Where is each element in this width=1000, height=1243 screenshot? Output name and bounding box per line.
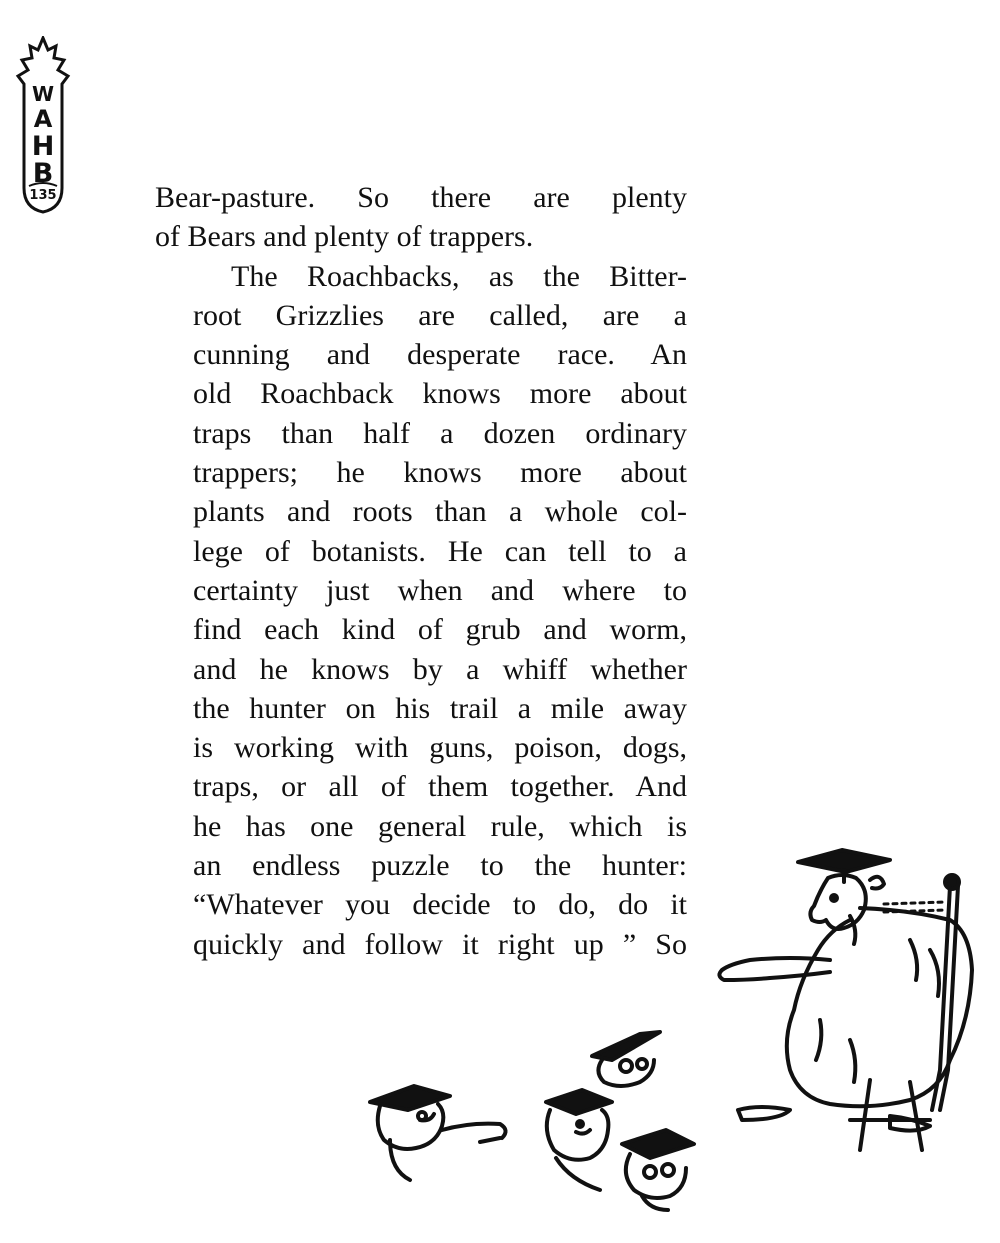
paragraph-1 (155, 178, 687, 257)
text-line: certainty just when and where to (193, 573, 687, 607)
text-line: an endless puzzle to the hunter: (193, 849, 687, 883)
text-line: he has one general rule, which is (193, 809, 687, 843)
text-line: cunning and desperate race. An (193, 338, 687, 372)
badge-letter-a: A (33, 105, 53, 133)
text-line: the hunter on his trail a mile away (193, 691, 687, 725)
text-line: lege of botanists. He can tell to a (193, 534, 687, 568)
text-line: is working with guns, poison, dogs, (193, 731, 687, 765)
text-line: and he knows by a whiff whether (193, 652, 687, 686)
text-line: traps than half a dozen ordinary (193, 416, 687, 450)
text-line: Bear-pasture. So there are plenty (155, 181, 687, 214)
text-line: of Bears and plenty of trappers. (155, 220, 534, 254)
text-line: old Roachback knows more about (193, 377, 687, 411)
text-line: The Roachbacks, as the Bitter- (231, 259, 687, 293)
badge-letter-b: B (32, 158, 54, 189)
bear-professor-with-students-icon (350, 820, 1000, 1220)
page-number-badge (12, 36, 74, 216)
text-line: root Grizzlies are called, are a (193, 298, 687, 332)
page-number: 135 (29, 188, 57, 203)
badge-letter-w: W (31, 82, 55, 106)
bear-professor-illustration (350, 820, 1000, 1220)
text-line: quickly and follow it right up ” So (193, 927, 687, 961)
text-line: “Whatever you decide to do, do it (193, 888, 687, 922)
text-line: trappers; he knows more about (193, 456, 687, 490)
text-line: plants and roots than a whole col- (193, 495, 687, 529)
text-line: traps, or all of them together. And (193, 770, 687, 804)
badge-letter-h: H (31, 131, 55, 162)
text-line: find each kind of grub and worm, (193, 613, 687, 647)
